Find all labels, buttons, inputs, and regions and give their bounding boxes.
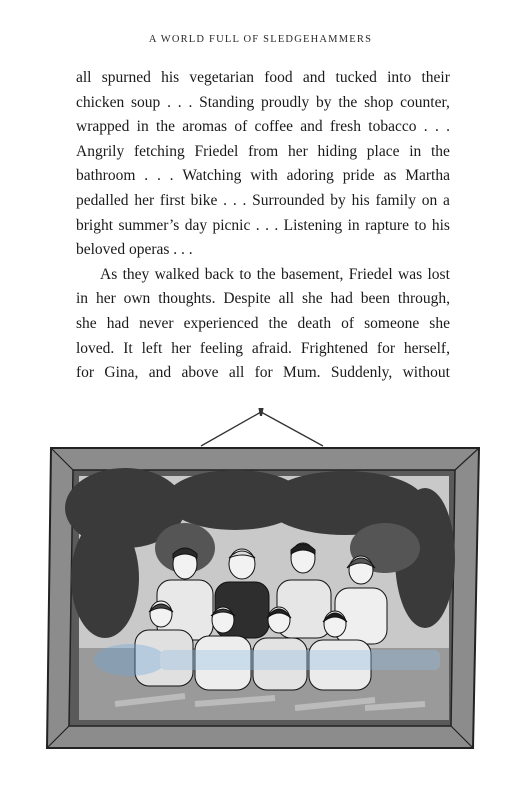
text-line: she had never experienced the death of someone she — [76, 314, 450, 332]
text-line: in her own thoughts. Despite all she had been through, — [76, 290, 450, 308]
text-line: loved. It left her feeling afraid. Frightened for herself, — [76, 339, 450, 357]
text-line: for Gina, and above all for Mum. Suddenly, without — [76, 364, 450, 382]
framed-family-photo-illustration — [45, 408, 485, 753]
text-line: chicken soup . . . Standing proudly by the shop counter, — [76, 93, 450, 111]
text-line: pedalled her first bike . . . Surrounded by his family on a — [76, 191, 450, 209]
text-line: bathroom . . . Watching with adoring pride as Martha — [76, 167, 450, 185]
body-text — [76, 66, 450, 386]
text-line: As they walked back to the basement, Friedel was lost — [100, 265, 450, 283]
text-line: bright summer’s day picnic . . . Listening in rapture to his — [76, 216, 450, 234]
text-line: all spurned his vegetarian food and tucked into their — [76, 69, 450, 86]
running-head: A WORLD FULL OF SLEDGEHAMMERS — [148, 34, 373, 45]
text-line: beloved operas . . . — [76, 241, 193, 259]
hanging-wire — [201, 412, 323, 446]
nail-icon — [258, 408, 264, 416]
text-line: wrapped in the aromas of coffee and fresh tobacco . . . — [76, 118, 450, 136]
text-line: Angrily fetching Friedel from her hiding place in the — [76, 142, 450, 160]
